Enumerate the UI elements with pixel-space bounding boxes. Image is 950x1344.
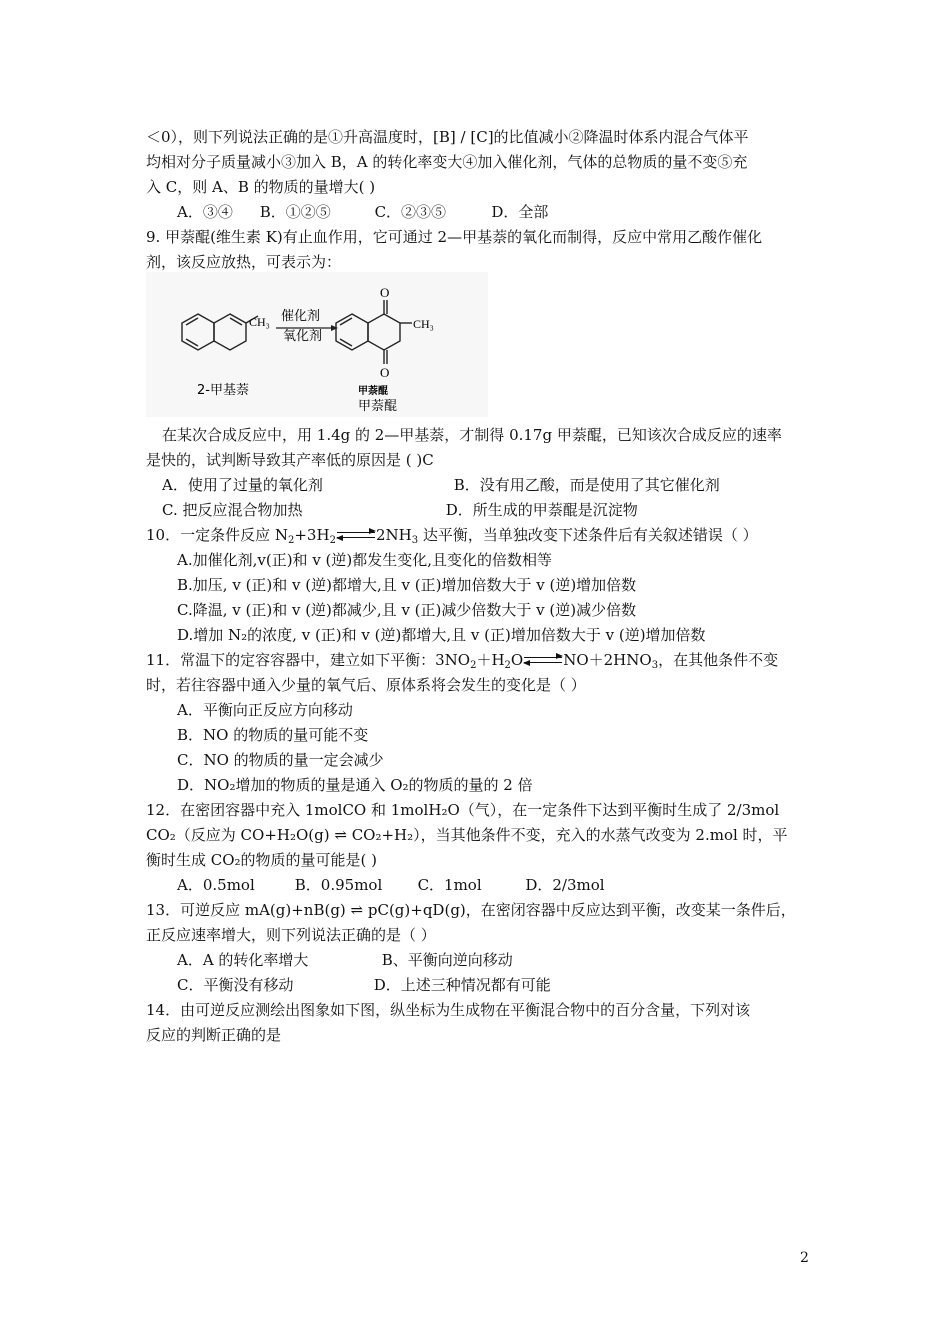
oxygen-top-label: O: [380, 285, 390, 300]
q12-option-c: C．1mol: [417, 876, 482, 894]
q8-option-b: B．①②⑤: [259, 203, 331, 221]
q12-option-b: B．0.95mol: [294, 876, 383, 894]
reaction-arrow-head: [331, 325, 338, 331]
q9-options-row-2: [162, 499, 638, 521]
q11-stem: 11．常温下的定容容器中，建立如下平衡：$3NO_2+H_2O$ $NO+2HNO_3$，在其他条件不变: [146, 651, 779, 671]
q10-stem: 10．一定条件反应 $N_2+3H_2$ $2NH_3$ 达平衡，当单独改变下述条件后有关叙述错误（ ）: [146, 526, 758, 546]
q11-option-d: D．NO₂增加的物质的量是通入 O₂的物质的量的 2 倍: [177, 776, 533, 794]
reaction-scheme-figure: [146, 272, 488, 417]
q12-line-2: CO₂（反应为 CO+H₂O(g) ⇌ CO₂+H₂），当其他条件不变，充入的水蒸气改变为 2.mol 时，平: [146, 826, 788, 844]
q11-stem-prefix: 11．常温下的定容容器中，建立如下平衡：3NO: [146, 651, 471, 669]
q11-line-2: 时，若往容器中通入少量的氧气后、原体系将会发生的变化是（ ）: [146, 676, 586, 694]
ch3-right-label: CH₃: [413, 317, 434, 331]
reactant-name: 2-甲基萘: [197, 383, 249, 398]
q13-option-d: D．上述三种情况都有可能: [373, 976, 551, 994]
q10-option-d: D.增加 N₂的浓度, v (正)和 v (逆)都增大,且 v (正)增加倍数大于 v (逆)增加倍数: [177, 626, 706, 644]
q10-option-b: B.加压, v (正)和 v (逆)都增大,且 v (正)增加倍数大于 v (逆)增加倍数: [177, 576, 637, 594]
q9-line-4: 是快的，试判断导致其产率低的原因是 ( )C: [146, 451, 434, 469]
q8-line-1: ＜0），则下列说法正确的是①升高温度时，[B] / [C]的比值减小②降温时体系内混合气体平: [146, 128, 749, 146]
oxygen-bottom-label: O: [380, 365, 390, 380]
q8-line-3: 入 C，则 A、B 的物质的量增大( ): [146, 178, 376, 196]
q13-option-a: A．A 的转化率增大: [177, 951, 309, 969]
q10-option-c: C.降温, v (正)和 v (逆)都减少,且 v (正)减少倍数大于 v (逆)减少倍数: [177, 601, 637, 619]
q8-option-c: C．②③⑤: [374, 203, 447, 221]
ch3-left-label: CH₃: [249, 315, 270, 329]
equilibrium-arrow-icon: [524, 656, 562, 666]
page-number: 2: [800, 1250, 809, 1266]
q9-line-1: 9. 甲萘醌(维生素 K)有止血作用，它可通过 2—甲基萘的氧化而制得，反应中常用乙酸作催化: [146, 228, 763, 246]
product-name: 甲萘醌: [358, 399, 398, 414]
q8-options: [177, 201, 548, 223]
q8-option-a: A．③④: [177, 203, 233, 221]
q11-option-b: B．NO 的物质的量可能不变: [177, 726, 369, 744]
menadione-structure: [336, 300, 412, 364]
q9-option-a: A．使用了过量的氧化剂: [162, 476, 323, 494]
q9-line-3: 在某次合成反应中，用 1.4g 的 2—甲基萘，才制得 0.17g 甲萘醌，已知该次合成反应的速率: [162, 426, 782, 444]
q13-line-1: 13．可逆反应 mA(g)+nB(g) ⇌ pC(g)+qD(g)，在密闭容器中反应达到平衡，改变某一条件后，: [146, 901, 796, 919]
reaction-scheme-svg: [146, 272, 488, 417]
q14-line-1: 14．由可逆反应测绘出图象如下图，纵坐标为生成物在平衡混合物中的百分含量，下列对该: [146, 1001, 751, 1019]
q11-option-c: C．NO 的物质的量一定会减少: [177, 751, 384, 769]
q8-line-2: 均相对分子质量减小③加入 B，A 的转化率变大④加入催化剂，气体的总物质的量不变⑤充: [146, 153, 748, 171]
arrow-top-label: 催化剂: [281, 309, 321, 324]
q9-options-row-1: [162, 474, 720, 496]
q11-stem-suffix: ，在其他条件不变: [658, 651, 779, 669]
q13-line-2: 正反应速率增大，则下列说法正确的是（ ）: [146, 926, 436, 944]
q10-option-a: A.加催化剂,v(正)和 v (逆)都发生变化,且变化的倍数相等: [177, 551, 553, 569]
q13-option-c: C．平衡没有移动: [177, 976, 294, 994]
q9-option-c: C. 把反应混合物加热: [162, 501, 303, 519]
q12-option-d: D．2/3mol: [525, 876, 605, 894]
arrow-bottom-label: 氧化剂: [283, 329, 323, 344]
q13-options-row-1: [177, 949, 513, 971]
q12-options: [177, 874, 605, 896]
q12-line-1: 12．在密团容器中充入 1molCO 和 1molH₂O（气），在一定条件下达到平衡时生成了 2/3mol: [146, 801, 780, 819]
q10-stem-prefix: 10．一定条件反应 N: [146, 526, 288, 544]
q9-option-d: D．所生成的甲萘醌是沉淀物: [445, 501, 638, 519]
product-name-bold: 甲萘醌: [358, 386, 388, 397]
q11-option-a: A．平衡向正反应方向移动: [177, 701, 353, 719]
q9-line-2: 剂，该反应放热，可表示为：: [146, 253, 342, 271]
q12-option-a: A．0.5mol: [177, 876, 255, 894]
methylnaphthalene-structure: [182, 314, 258, 350]
q12-line-3: 衡时生成 CO₂的物质的量可能是( ): [146, 851, 378, 869]
q8-option-d: D．全部: [491, 203, 549, 221]
q9-option-b: B．没有用乙酸，而是使用了其它催化剂: [453, 476, 720, 494]
q13-options-row-2: [177, 974, 551, 996]
q10-stem-suffix: 达平衡，当单独改变下述条件后有关叙述错误（ ）: [422, 526, 758, 544]
equilibrium-arrow-icon: [337, 531, 375, 541]
q13-option-b: B、平衡向逆向移动: [381, 951, 513, 969]
q14-line-2: 反应的判断正确的是: [146, 1026, 282, 1044]
